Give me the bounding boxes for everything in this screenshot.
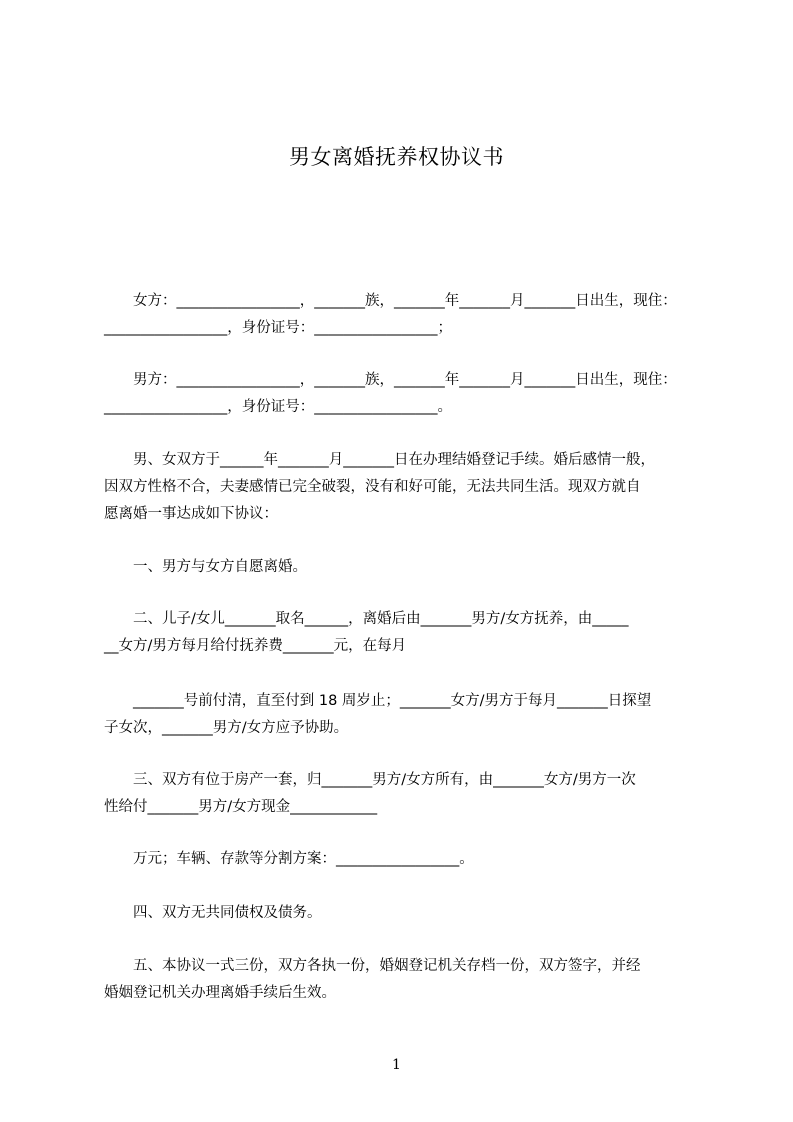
intro-line-2: 因双方性格不合，夫妻感情已完全破裂，没有和好可能，无法共同生活。现双方就自 [104,479,641,495]
clause-2-continued-paragraph [104,688,700,742]
clause-1-line-1: 一、男方与女方自愿离婚。 [104,559,307,575]
female-party-paragraph [104,288,700,342]
clause-5-line-1: 五、本协议一式三份，双方各执一份，婚姻登记机关存档一份，双方签字，并经 [104,958,641,974]
female-party-line-2: _________________，身份证号：_________________； [104,320,452,336]
clause-2-line-1: 二、儿子/女儿_______取名______，离婚后由_______男方/女方抚养，由_____ [104,611,629,627]
male-party-line-2: _________________，身份证号：_________________。 [104,399,452,415]
intro-paragraph [104,447,700,528]
clause-3-line-2: 性给付_______男方/女方现金____________ [104,799,378,815]
clause-2-paragraph [104,606,700,660]
female-party-line-1: 女方：_________________，_______族，_______年_______月_______日出生，现住： [104,293,677,309]
clause-5-line-2: 婚姻登记机关办理离婚手续后生效。 [104,985,336,1001]
page-number: 1 [392,1057,401,1073]
clause-4-line-1: 四、双方无共同债权及债务。 [104,905,322,921]
clause-3-paragraph [104,767,700,821]
clause-3-line-1: 三、双方有位于房产一套，归_______男方/女方所有，由_______女方/男方一次 [104,772,636,788]
clause-5-paragraph [104,953,700,1007]
male-party-paragraph [104,367,700,421]
intro-line-3: 愿离婚一事达成如下协议： [104,506,278,522]
clause-3b-line-1: 万元；车辆、存款等分割方案：_________________。 [104,851,474,867]
document-title: 男女离婚抚养权协议书 [289,145,504,169]
clause-3-continued-paragraph [104,846,700,873]
clause-2b-line-1: _______号前付清，直至付到 18 周岁止；_______女方/男方于每月_______日探望 [104,693,652,709]
clause-1-paragraph [104,554,700,581]
male-party-line-1: 男方：_________________，_______族，_______年_______月_______日出生，现住： [104,372,677,388]
intro-line-1: 男、女双方于______年_______月_______日在办理结婚登记手续。婚后感情一般， [104,452,655,468]
clause-4-paragraph [104,900,700,927]
clause-2-line-2: __女方/男方每月给付抚养费_______元，在每月 [104,638,407,654]
clause-2b-line-2: 子女次，_______男方/女方应予协助。 [104,720,349,736]
